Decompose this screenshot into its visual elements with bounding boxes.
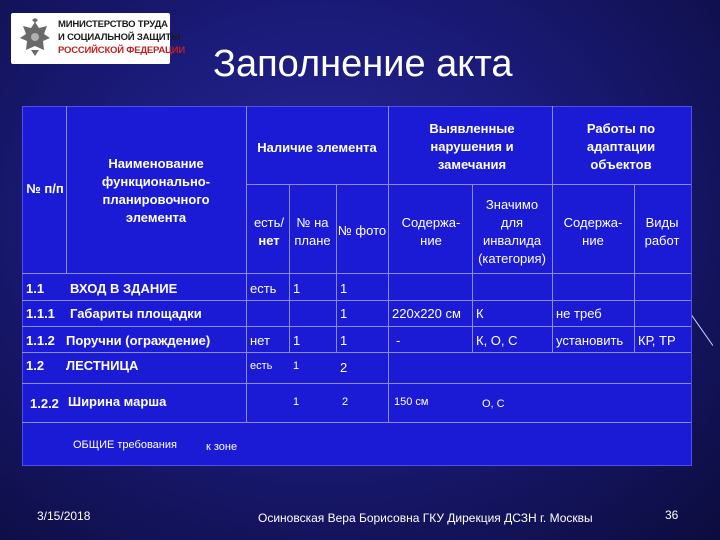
row-exists: есть bbox=[250, 281, 277, 296]
grid-line bbox=[634, 184, 635, 352]
subheader-exists: есть/ bbox=[253, 215, 285, 230]
note-zone: к зоне bbox=[206, 441, 238, 453]
header-works-line3: объектов bbox=[590, 157, 652, 172]
row-num: 1.1.1 bbox=[26, 306, 55, 321]
grid-line bbox=[246, 184, 691, 185]
row-plan: 1 bbox=[293, 396, 300, 408]
grid-line bbox=[22, 383, 691, 384]
row-work-content: не треб bbox=[556, 306, 602, 321]
row-name: ВХОД В ЗДАНИЕ bbox=[70, 281, 178, 296]
row-content: - bbox=[396, 333, 401, 348]
footer-date: 3/15/2018 bbox=[37, 509, 91, 523]
subheader-work-types-line2: работ bbox=[644, 233, 680, 248]
subheader-significance-line3: инвалида bbox=[482, 233, 542, 248]
grid-line bbox=[22, 326, 691, 327]
logo-line-3: РОССИЙСКОЙ ФЕДЕРАЦИИ bbox=[58, 45, 186, 56]
grid-line bbox=[22, 422, 691, 423]
row-num: 1.1 bbox=[26, 281, 45, 296]
subheader-photo: № фото bbox=[337, 223, 387, 238]
row-name: Поручни (ограждение) bbox=[66, 333, 211, 348]
row-exists: нет bbox=[250, 333, 270, 348]
row-content: 220х220 см bbox=[392, 306, 461, 321]
row-plan: 1 bbox=[293, 281, 301, 296]
row-num: 1.2 bbox=[26, 358, 45, 373]
eagle-emblem-icon bbox=[17, 18, 53, 58]
footer-page-number: 36 bbox=[665, 508, 679, 522]
grid-line bbox=[336, 184, 337, 352]
row-work-types: КР, ТР bbox=[638, 333, 676, 348]
row-plan: 1 bbox=[293, 333, 301, 348]
subheader-significance-line1: Значимо bbox=[485, 197, 539, 212]
subheader-plan-line1: № на bbox=[296, 215, 329, 230]
header-presence: Наличие элемента bbox=[257, 140, 377, 155]
row-name: Ширина марша bbox=[68, 394, 167, 409]
row-name: ЛЕСТНИЦА bbox=[66, 358, 139, 373]
row-name: Габариты площадки bbox=[70, 306, 202, 321]
subheader-significance-line4: (категория) bbox=[478, 251, 546, 266]
grid-line bbox=[22, 273, 691, 274]
header-violations-line3: замечания bbox=[437, 157, 507, 172]
header-name-line2: функционально- bbox=[101, 174, 211, 189]
subheader-content-line1: Содержа- bbox=[401, 215, 461, 230]
header-works-line1: Работы по bbox=[586, 121, 656, 136]
grid-line bbox=[22, 300, 691, 301]
header-violations-line1: Выявленные bbox=[429, 121, 515, 136]
row-num: 1.1.2 bbox=[26, 333, 55, 348]
row-photo: 1 bbox=[340, 281, 348, 296]
subheader-content-line2: ние bbox=[420, 233, 442, 248]
row-num: 1.2.2 bbox=[30, 396, 59, 411]
footer-author: Осиновская Вера Борисовна ГКУ Дирекция ДСЗН г. Москвы bbox=[258, 511, 593, 525]
note-general-requirements: ОБЩИЕ требования bbox=[73, 439, 177, 451]
grid-line bbox=[22, 352, 691, 353]
header-violations-line2: нарушения и bbox=[430, 139, 514, 154]
subheader-work-content-line2: ние bbox=[582, 233, 604, 248]
row-plan: 1 bbox=[293, 360, 300, 372]
row-photo: 2 bbox=[340, 360, 348, 375]
logo-line-1: МИНИСТЕРСТВО ТРУДА bbox=[58, 19, 168, 30]
grid-line bbox=[388, 106, 389, 422]
subheader-not-exists: нет bbox=[258, 233, 280, 248]
row-work-content: установить bbox=[556, 333, 624, 348]
header-name-line1: Наименование bbox=[108, 156, 204, 171]
row-category: О, С bbox=[482, 398, 505, 410]
subheader-work-content-line1: Содержа- bbox=[563, 215, 623, 230]
subheader-work-types-line1: Виды bbox=[645, 215, 679, 230]
header-works-line2: адаптации bbox=[586, 139, 656, 154]
row-photo: 1 bbox=[340, 306, 348, 321]
row-photo: 1 bbox=[340, 333, 348, 348]
subheader-plan-line2: плане bbox=[294, 233, 331, 248]
logo-text bbox=[58, 18, 185, 57]
header-num: № п/п bbox=[26, 181, 64, 196]
ministry-logo bbox=[11, 13, 186, 64]
grid-line bbox=[289, 184, 290, 352]
slide-title: Заполнение акта bbox=[213, 43, 513, 85]
header-name-line4: элемента bbox=[125, 210, 187, 225]
logo-line-2: И СОЦИАЛЬНОЙ ЗАЩИТЫ bbox=[58, 32, 181, 43]
row-category: К bbox=[476, 306, 484, 321]
row-content: 150 см bbox=[394, 396, 429, 408]
subheader-significance-line2: для bbox=[500, 215, 524, 230]
row-category: К, О, С bbox=[476, 333, 518, 348]
header-name-line3: планировочного bbox=[102, 192, 210, 207]
row-photo: 2 bbox=[342, 396, 349, 408]
row-exists: есть bbox=[250, 360, 273, 372]
